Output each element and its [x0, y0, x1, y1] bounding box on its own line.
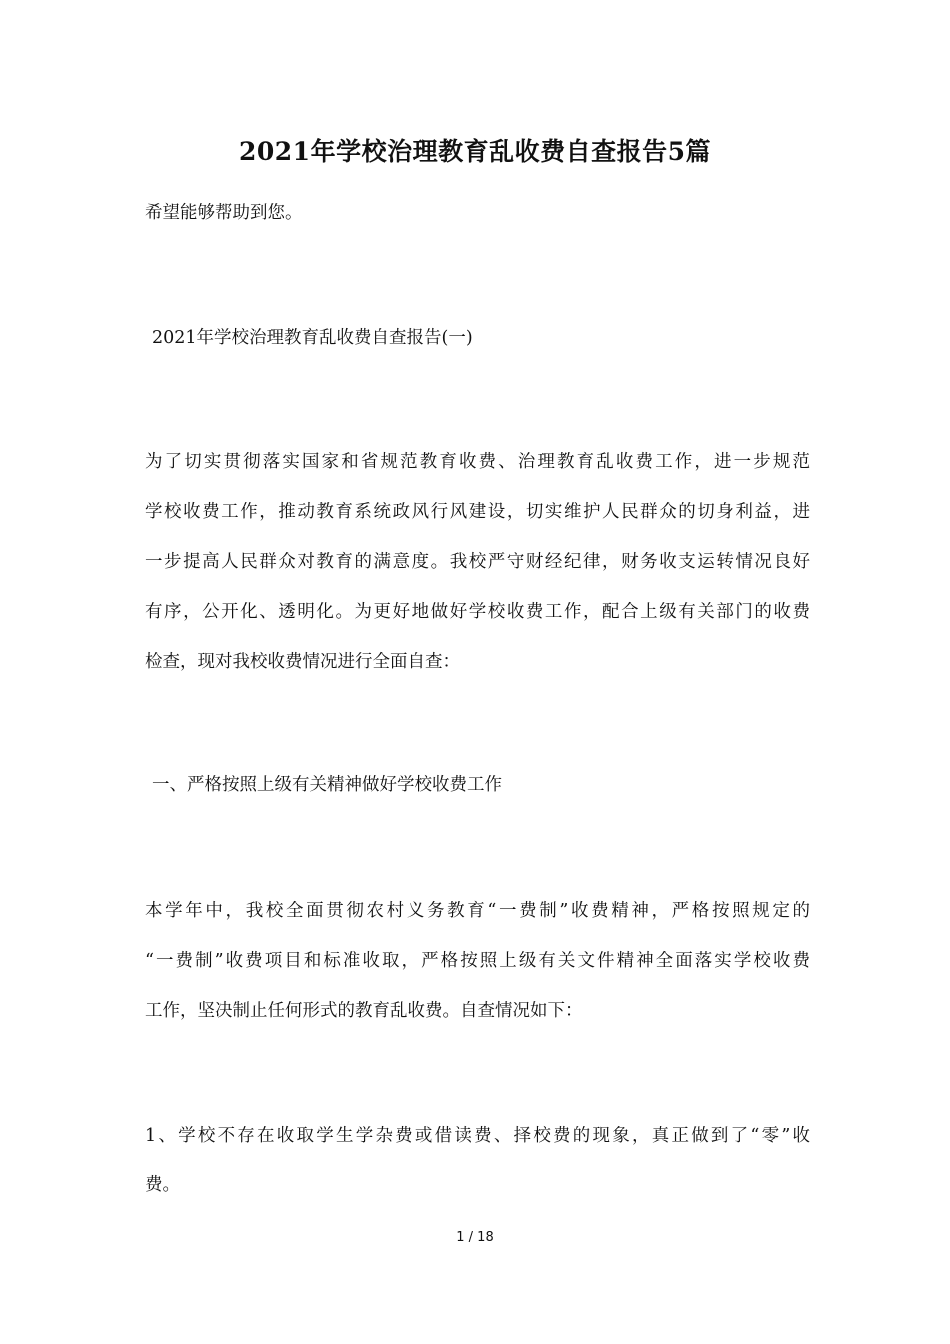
paragraph-line: 检查，现对我校收费情况进行全面自查： — [145, 652, 460, 672]
document-title: 2021年学校治理教育乱收费自查报告5篇 — [239, 137, 711, 166]
report-heading: 2021年学校治理教育乱收费自查报告(一) — [152, 328, 473, 348]
paragraph-line: 学校收费工作，推动教育系统政风行风建设，切实维护人民群众的切身利益，进 — [145, 502, 810, 522]
paragraph-line: 工作，坚决制止任何形式的教育乱收费。自查情况如下： — [145, 1001, 583, 1021]
paragraph-line: 一步提高人民群众对教育的满意度。我校严守财经纪律，财务收支运转情况良好 — [145, 552, 810, 572]
paragraph-line: 本学年中，我校全面贯彻农村义务教育“一费制”收费精神，严格按照规定的 — [145, 901, 810, 921]
paragraph-line: 费。 — [145, 1175, 180, 1195]
paragraph-line: 1、学校不存在收取学生学杂费或借读费、择校费的现象，真正做到了“零”收 — [145, 1126, 810, 1146]
paragraph-line: 为了切实贯彻落实国家和省规范教育收费、治理教育乱收费工作，进一步规范 — [145, 452, 810, 472]
section-heading: 一、严格按照上级有关精神做好学校收费工作 — [152, 775, 502, 795]
page-indicator: 1 / 18 — [456, 1230, 494, 1245]
paragraph-line: “一费制”收费项目和标准收取，严格按照上级有关文件精神全面落实学校收费 — [145, 951, 810, 971]
paragraph-line: 有序，公开化、透明化。为更好地做好学校收费工作，配合上级有关部门的收费 — [145, 602, 810, 622]
intro-text: 希望能够帮助到您。 — [145, 203, 303, 223]
